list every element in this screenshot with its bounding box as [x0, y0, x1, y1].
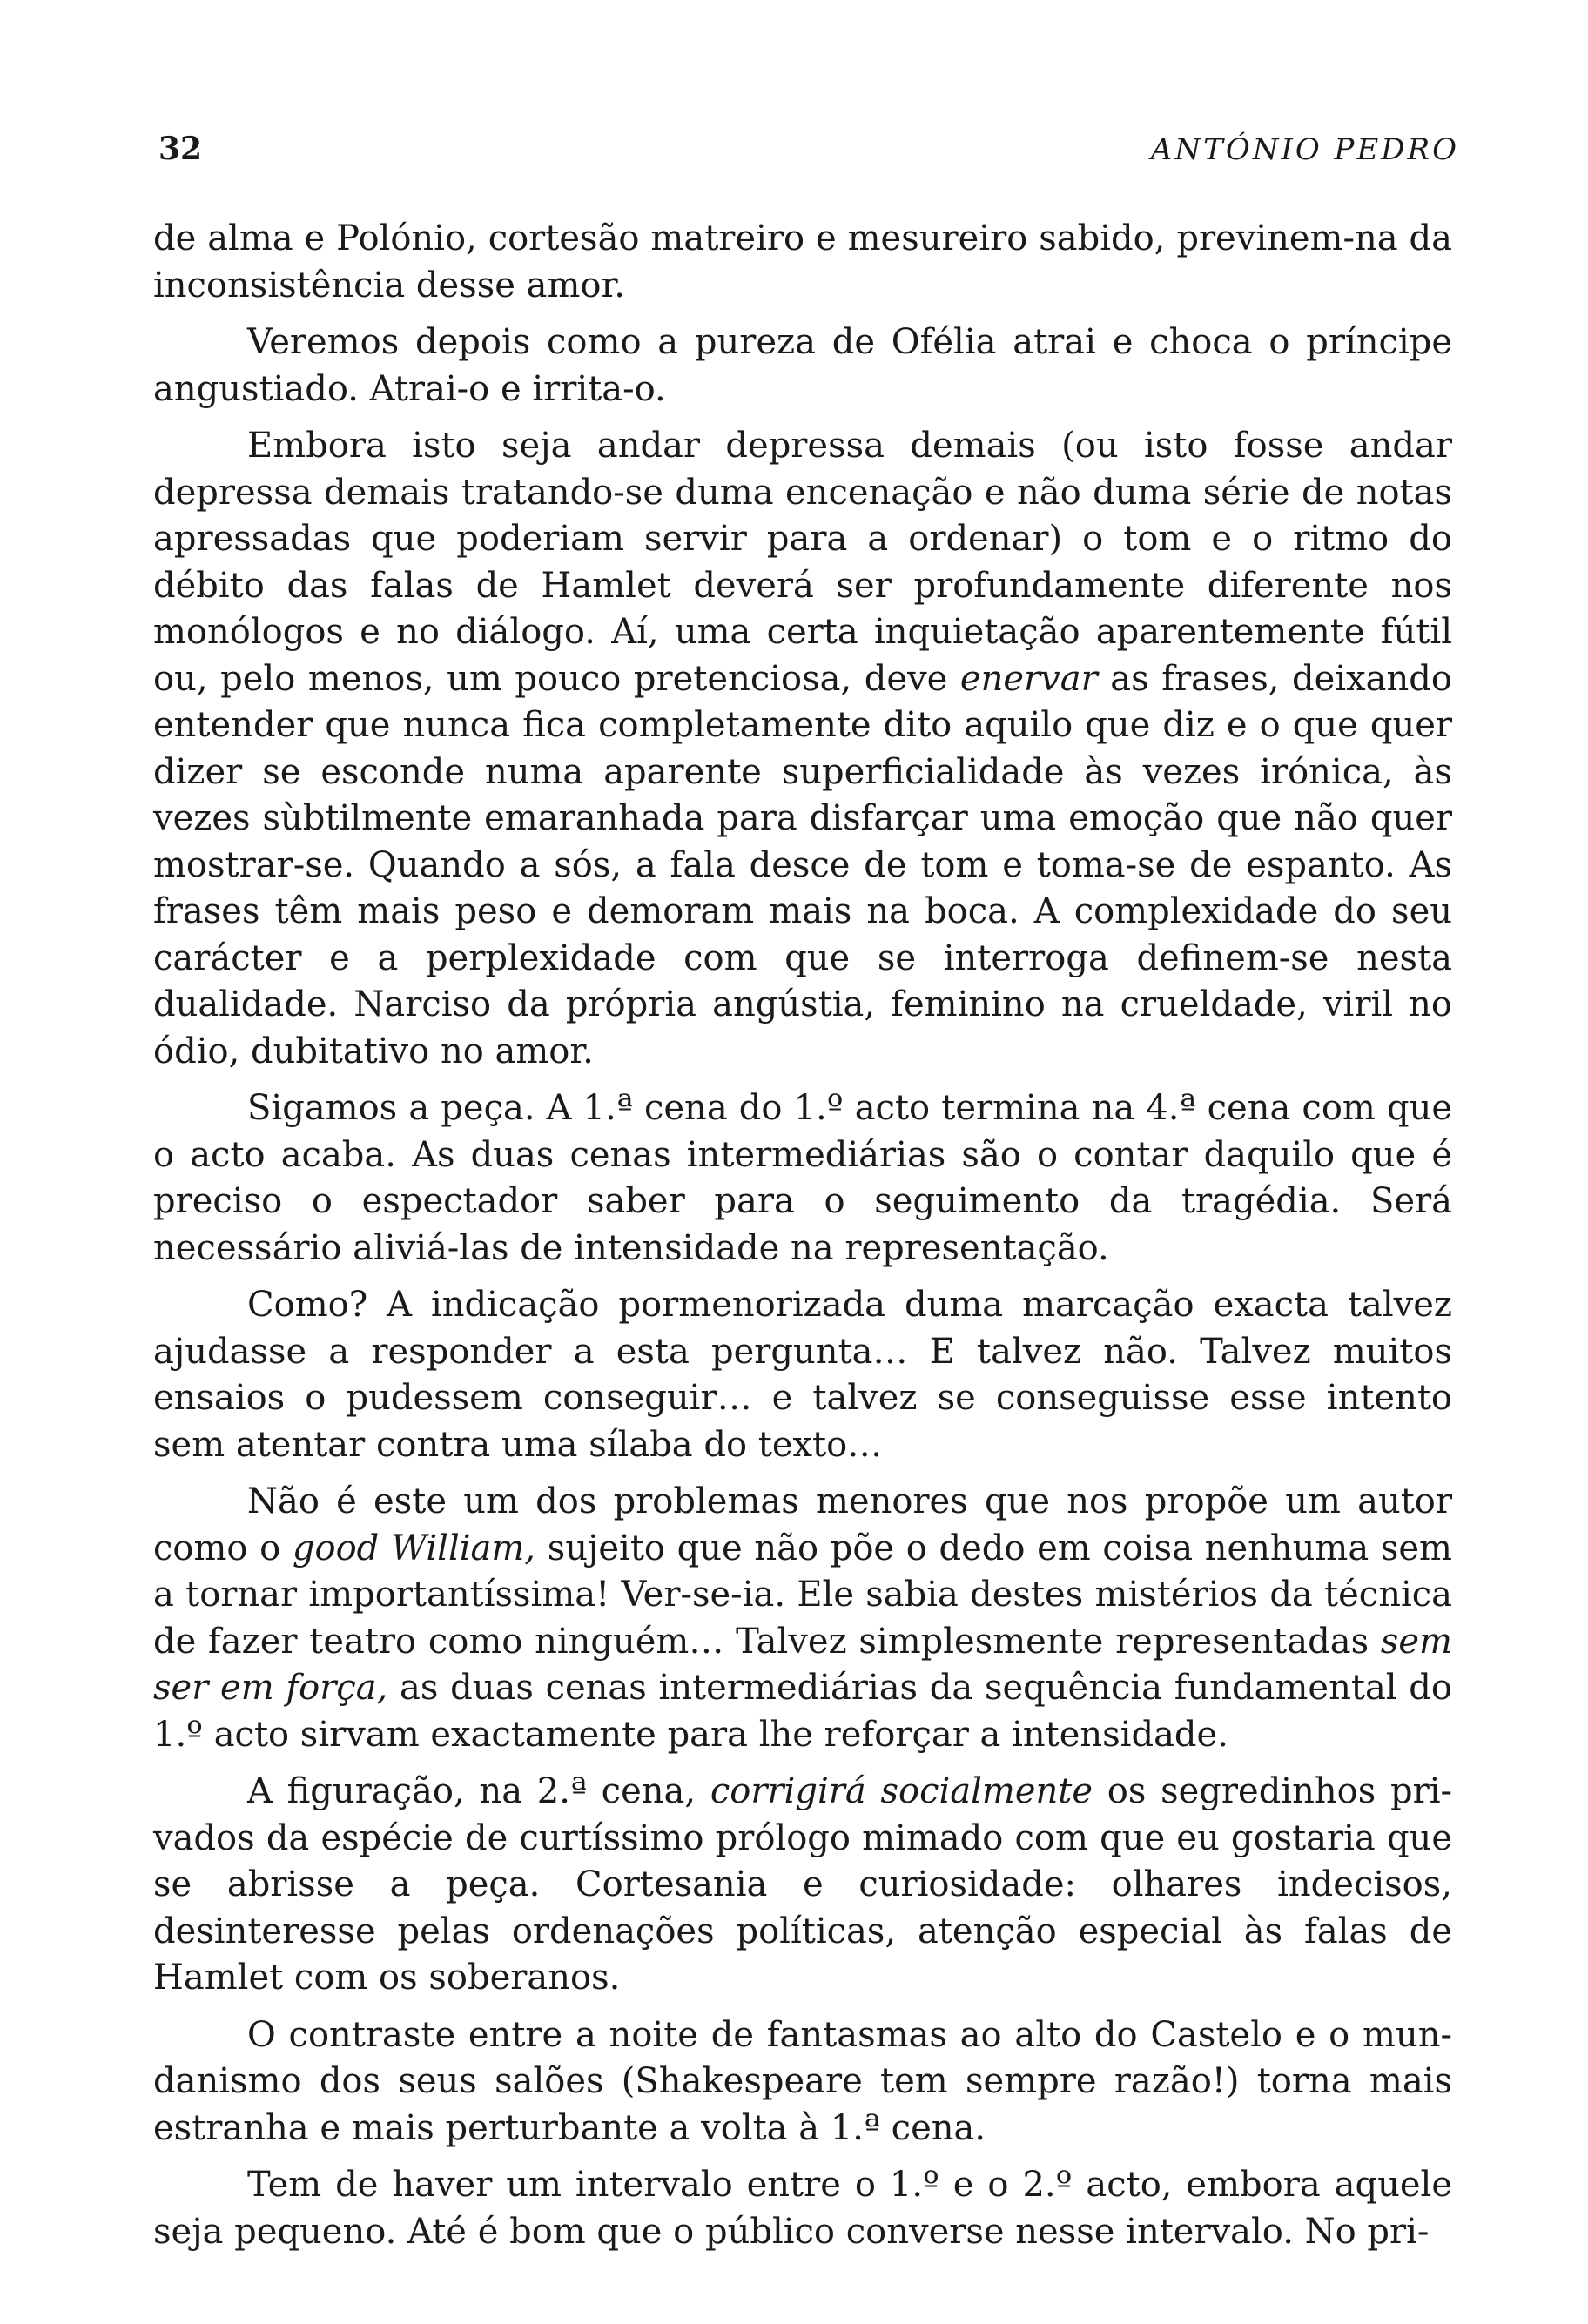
text-segment: sujeito que não põe o dedo em coisa nenhuma sem a tornar importantíssima! Ver-se-ia. Ele sabia destes mistérios da técnica de fazer teatro como ninguém… Talvez simplesmente representadas [153, 1528, 1452, 1662]
italic-text: corrigirá socialmente [710, 1771, 1093, 1811]
paragraph [153, 319, 1452, 413]
text-segment: Como? A indicação pormenorizada duma marcação exacta talvez ajudasse a responder a esta pergunta… E talvez não. Talvez muitos ensaios o pudessem conseguir… e talvez se conseguisse esse intento sem atentar contra uma sílaba do texto… [153, 1285, 1452, 1465]
text-segment: de alma e Polónio, cortesão matreiro e mesureiro sabido, previnem-na da inconsistência desse amor. [153, 218, 1452, 306]
text-segment: Veremos depois como a pureza de Ofélia atrai e choca o príncipe angustiado. Atrai-o e irrita-o. [153, 322, 1452, 409]
text-segment: Tem de haver um intervalo entre o 1.º e o 2.º acto, embora aquele seja pequeno. Até é bom que o público converse nesse intervalo. No pri- [153, 2165, 1452, 2252]
paragraph [153, 1769, 1452, 2002]
page-number: 32 [158, 131, 203, 167]
text-segment: as duas cenas intermediárias da sequência fundamental do 1.º acto sirvam exactamente para lhe reforçar a intensidade. [153, 1668, 1452, 1755]
text-segment: Sigamos a peça. A 1.ª cena do 1.º acto termina na 4.ª cena com que o acto acaba. As duas cenas intermediárias são o contar daquilo que é preciso o espectador saber para o seguimento da tragédia. Será necessário aliviá-las de intensidade na representação. [153, 1088, 1452, 1268]
running-head: ANTÓNIO PEDRO [1150, 132, 1459, 167]
paragraph [153, 1282, 1452, 1468]
italic-text: sem ser em força, [153, 1621, 1452, 1708]
paragraph [153, 216, 1452, 309]
paragraph [153, 2012, 1452, 2153]
paragraph [153, 423, 1452, 1075]
text-segment: Não é este um dos problemas menores que nos propõe um autor como o [153, 1481, 1452, 1568]
text-segment: os segredinhos privados da espécie de curtíssimo prólogo mimado com que eu gostaria que se abrisse a peça. Cortesania e curiosidade: olhares indecisos, desinteresse pelas ordenações políticas, atenção especial às falas de Hamlet com os soberanos. [153, 1771, 1453, 1998]
italic-text: enervar [959, 658, 1098, 699]
text-segment: A figuração, na 2.ª cena, [247, 1771, 710, 1811]
paragraph [153, 1479, 1452, 1758]
text-segment: as frases, deixando entender que nunca fica completamente dito aquilo que diz e o que quer dizer se esconde numa aparente superficialidade às vezes irónica, às vezes sùbtilmente emaranhada para disfarçar uma emoção que não quer mostrar-se. Quando a sós, a fala desce de tom e toma-se de espanto. As frases têm mais peso e demoram mais na boca. A complexidade do seu carácter e a perplexidade com que se interroga definem-se nesta dualidade. Narciso da própria angústia, feminino na crueldade, viril no ódio, dubitativo no amor. [153, 658, 1452, 1071]
text-segment: O contraste entre a noite de fantasmas ao alto do Castelo e o mundanismo dos seus salões (Shakespeare tem sempre razão!) torna mais estranha e mais perturbante a volta à 1.ª cena. [153, 2014, 1452, 2148]
paragraph [153, 2162, 1452, 2255]
paragraph [153, 1085, 1452, 1272]
body-text [153, 216, 1452, 2266]
italic-text: good William, [292, 1528, 536, 1568]
text-segment: Embora isto seja andar depressa demais (ou isto fosse andar depressa demais tratando-se duma encenação e não duma série de notas apressadas que poderiam servir para a ordenar) o tom e o ritmo do débito das falas de Hamlet deverá ser profundamente diferente nos monólogos e no diálogo. Aí, uma certa inquietação aparentemente fútil ou, pelo menos, um pouco pretenciosa, deve [153, 426, 1452, 699]
